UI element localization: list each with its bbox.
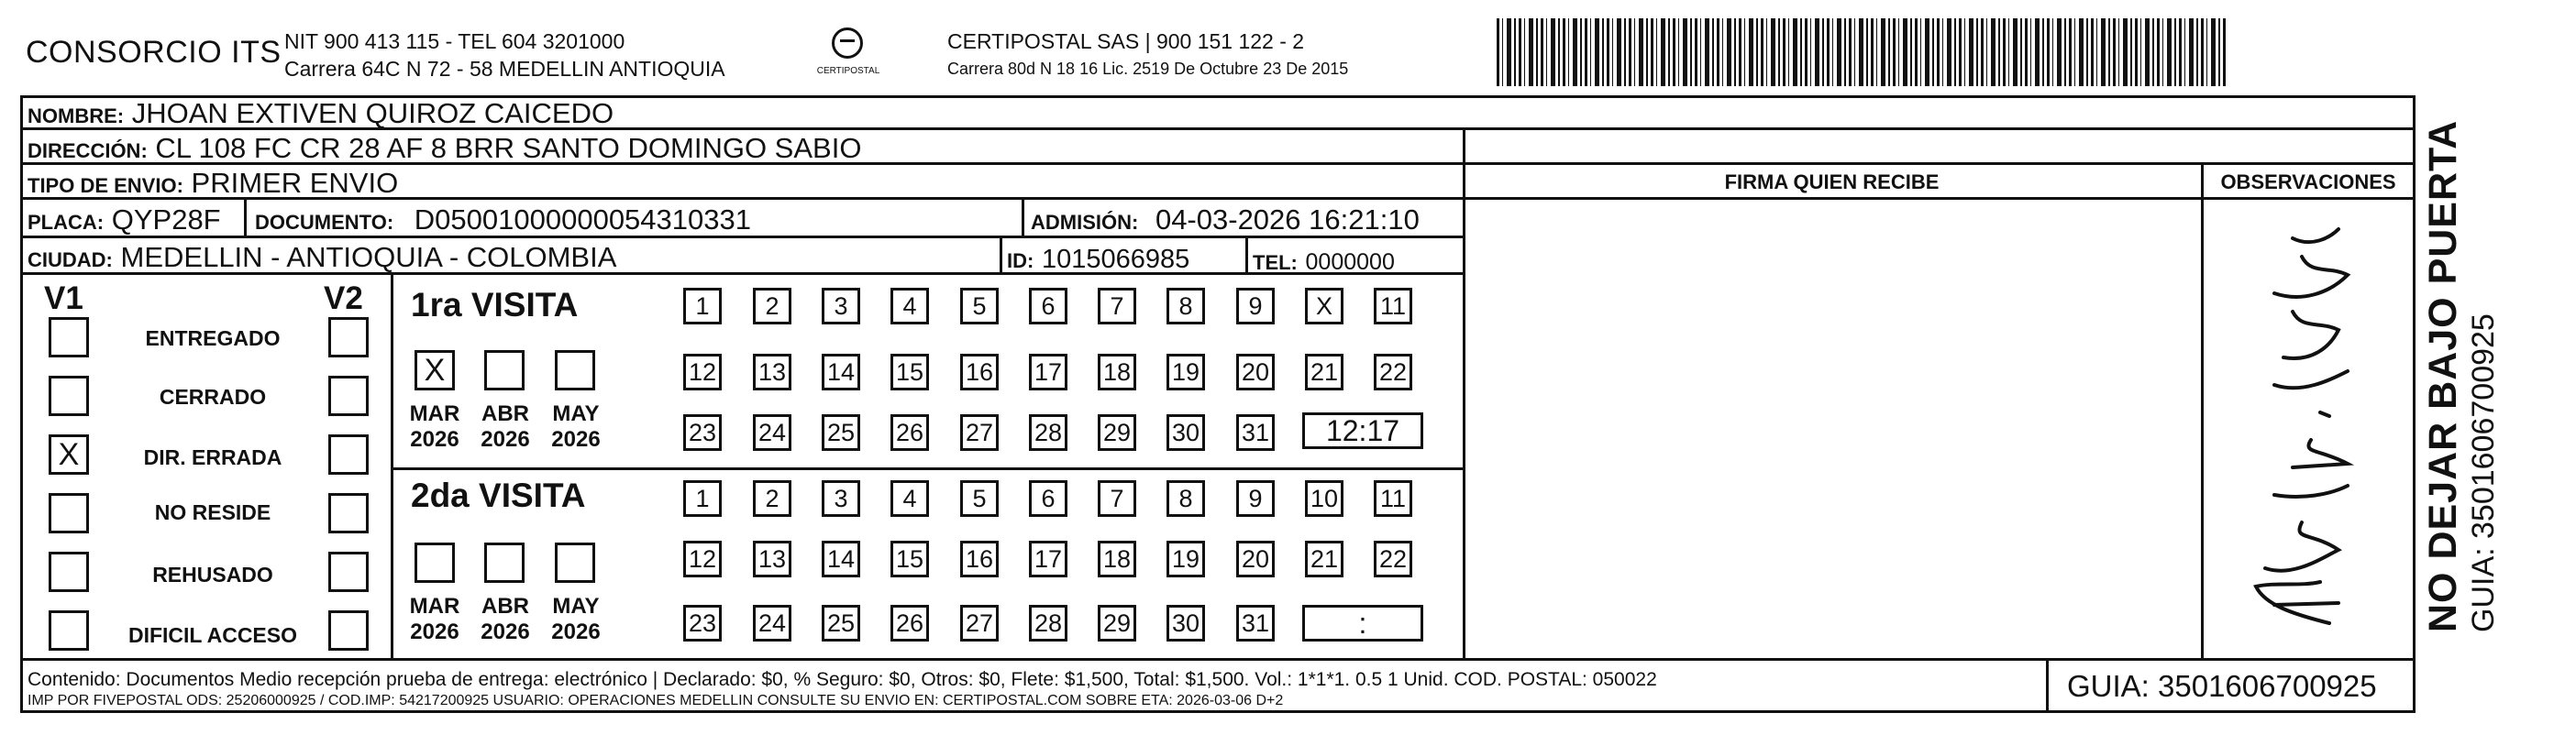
visit2-day-box[interactable]: 7 (1098, 480, 1136, 517)
visit1-day-box[interactable]: 14 (822, 354, 860, 390)
visit1-day-box[interactable]: 21 (1305, 354, 1343, 390)
nombre-label: NOMBRE: (28, 104, 125, 127)
v1-rehusado-checkbox[interactable] (49, 552, 89, 592)
visit2-day-box[interactable]: 1 (683, 480, 722, 517)
v1-entregado-checkbox[interactable] (49, 317, 89, 357)
v1-dir-errada-checkbox[interactable]: X (49, 434, 89, 475)
guia-number: GUIA: 3501606700925 (2046, 658, 2416, 713)
v1-cerrado-checkbox[interactable] (49, 376, 89, 416)
month-name: MAY (552, 594, 600, 619)
visit1-day-box[interactable]: 3 (822, 288, 860, 324)
v2-rehusado-checkbox[interactable] (328, 552, 369, 592)
visit1-day-box[interactable]: 5 (960, 288, 999, 324)
visit1-day-box[interactable]: 11 (1374, 288, 1412, 324)
visit1-day-box[interactable]: 31 (1236, 414, 1275, 451)
visit1-time[interactable]: 12:17 (1302, 412, 1423, 449)
visit1-day-box[interactable]: 9 (1236, 288, 1275, 324)
visit1-month-mar-label (404, 401, 465, 453)
visit2-day-box[interactable]: 23 (683, 605, 722, 642)
logo-emblem-icon (832, 27, 863, 59)
status-cerrado: CERRADO (159, 385, 267, 409)
footer-content-line: Contenido: Documentos Medio recepción prueba de entrega: electrónico | Declarado: $0, % Seguro: $0, Otros: $0, Flete: $1,500, Total: $1,500. Vol.: 1*1*1. 0.5 1 Unid. COD. POSTAL: 050022 (28, 669, 1657, 690)
visit1-title: 1ra VISITA (411, 286, 579, 324)
v1-header: V1 (44, 280, 83, 316)
status-no-reside: NO RESIDE (154, 500, 271, 524)
visit1-month-abr-label (475, 401, 536, 453)
ciudad-field (28, 241, 616, 274)
visit1-day-box[interactable]: 26 (890, 414, 929, 451)
visit2-day-box[interactable]: 22 (1374, 541, 1412, 577)
ciudad-row (20, 238, 1463, 275)
v2-cerrado-checkbox[interactable] (328, 376, 369, 416)
visit2-day-box[interactable]: 13 (753, 541, 791, 577)
visit1-day-box[interactable]: 2 (753, 288, 791, 324)
documento-value: D05001000000054310331 (414, 203, 751, 236)
tipo-envio-label: TIPO DE ENVIO: (28, 174, 183, 197)
status-dir-errada: DIR. ERRADA (143, 445, 282, 469)
ciudad-label: CIUDAD: (28, 248, 113, 271)
visit2-day-box[interactable]: 10 (1305, 480, 1343, 517)
visit2-day-box[interactable]: 17 (1029, 541, 1067, 577)
direccion-row (20, 130, 2416, 165)
admision-field (1031, 203, 1420, 236)
divider (1000, 238, 1002, 275)
visit1-day-box[interactable]: 27 (960, 414, 999, 451)
certipostal-logo (812, 26, 885, 81)
v2-dir-errada-checkbox[interactable] (328, 434, 369, 475)
visit2-day-box[interactable]: 9 (1236, 480, 1275, 517)
status-dificil-acceso: DIFICIL ACCESO (127, 623, 297, 647)
documento-field (255, 203, 751, 236)
visit1-day-box[interactable]: 25 (822, 414, 860, 451)
divider (244, 200, 247, 238)
visit2-day-box[interactable]: 30 (1166, 605, 1205, 642)
visit2-day-box[interactable]: 6 (1029, 480, 1067, 517)
visit1-day-box[interactable]: 1 (683, 288, 722, 324)
month-year: 2026 (481, 427, 530, 452)
month-name: MAY (552, 401, 600, 426)
v2-dificil-acceso-checkbox[interactable] (328, 610, 369, 651)
license-line: Carrera 80d N 18 16 Lic. 2519 De Octubre 23 De 2015 (947, 60, 1349, 78)
visit2-month-abr-box[interactable] (484, 543, 525, 583)
visit2-day-box[interactable]: 8 (1166, 480, 1205, 517)
visit2-day-box[interactable]: 4 (890, 480, 929, 517)
carrier-info (947, 27, 1348, 82)
visit1-day-box[interactable]: 22 (1374, 354, 1412, 390)
visit2-day-box[interactable]: 24 (753, 605, 791, 642)
visit1-day-box[interactable]: 12 (683, 354, 722, 390)
month-year: 2026 (481, 620, 530, 644)
visit2-month-may-label (546, 594, 606, 645)
visit1-month-may-label (546, 401, 606, 453)
nombre-value: JHOAN EXTIVEN QUIROZ CAICEDO (131, 97, 614, 129)
visit2-day-box[interactable]: 25 (822, 605, 860, 642)
visit2-day-box[interactable]: 29 (1098, 605, 1136, 642)
v1-no-reside-checkbox[interactable] (49, 493, 89, 533)
visit2-day-box[interactable]: 21 (1305, 541, 1343, 577)
visit-separator (391, 467, 1463, 470)
month-name: MAR (409, 401, 460, 426)
v1-dificil-acceso-checkbox[interactable] (49, 610, 89, 651)
month-name: MAR (409, 594, 460, 619)
firma-header: FIRMA QUIEN RECIBE (1463, 165, 2201, 200)
visit1-day-box[interactable]: 4 (890, 288, 929, 324)
nombre-row (20, 95, 2416, 130)
visit1-day-box[interactable]: 15 (890, 354, 929, 390)
admision-label: ADMISIÓN: (1031, 211, 1139, 234)
month-year: 2026 (551, 620, 601, 644)
tipo-envio-row (20, 165, 1463, 200)
tipo-envio-value: PRIMER ENVIO (191, 167, 399, 199)
admision-value: 04-03-2026 16:21:10 (1155, 203, 1420, 236)
visit2-month-abr-label (475, 594, 536, 645)
month-year: 2026 (410, 427, 459, 452)
visit1-day-box[interactable]: 19 (1166, 354, 1205, 390)
visit2-day-box[interactable]: 14 (822, 541, 860, 577)
visit2-day-box[interactable]: 19 (1166, 541, 1205, 577)
visit-divider (391, 275, 393, 658)
visit2-day-box[interactable]: 5 (960, 480, 999, 517)
id-field (1007, 242, 1189, 275)
visit1-day-box[interactable]: 18 (1098, 354, 1136, 390)
company-contact (284, 27, 725, 82)
visit2-day-box[interactable]: 20 (1236, 541, 1275, 577)
month-name: ABR (481, 401, 529, 426)
visit2-title: 2da VISITA (411, 477, 586, 514)
month-year: 2026 (410, 620, 459, 644)
signature-divider (1463, 130, 1465, 658)
id-label: ID: (1007, 249, 1034, 272)
visit2-day-box[interactable]: 15 (890, 541, 929, 577)
visit2-time[interactable]: : (1302, 605, 1423, 642)
visit2-day-box[interactable]: 27 (960, 605, 999, 642)
visit2-day-box[interactable]: 18 (1098, 541, 1136, 577)
placa-value: QYP28F (111, 203, 221, 236)
tel-field (1253, 244, 1395, 277)
visit1-day-box[interactable]: 23 (683, 414, 722, 451)
visit1-month-abr-box[interactable] (484, 350, 525, 390)
visit2-day-box[interactable]: 12 (683, 541, 722, 577)
visit2-month-mar-label (404, 594, 465, 645)
visit1-day-box[interactable]: 8 (1166, 288, 1205, 324)
direccion-value: CL 108 FC CR 28 AF 8 BRR SANTO DOMINGO SABIO (155, 132, 862, 164)
status-entregado: ENTREGADO (145, 326, 281, 350)
visit2-day-box[interactable]: 11 (1374, 480, 1412, 517)
status-rehusado: REHUSADO (152, 563, 273, 587)
documento-label: DOCUMENTO: (255, 211, 394, 234)
placa-field (28, 203, 221, 236)
visit2-day-box[interactable]: 26 (890, 605, 929, 642)
divider (1245, 238, 1248, 275)
visit2-day-box[interactable]: 16 (960, 541, 999, 577)
visit1-day-box[interactable]: 7 (1098, 288, 1136, 324)
placa-row (20, 200, 1463, 238)
visit1-day-box[interactable]: 17 (1029, 354, 1067, 390)
placa-label: PLACA: (28, 211, 105, 234)
handwritten-observation (2238, 220, 2375, 642)
company-name: CONSORCIO ITS (26, 35, 282, 70)
visit1-day-box[interactable]: 28 (1029, 414, 1067, 451)
tel-value: 0000000 (1305, 249, 1395, 275)
side-guia: GUIA: 3501606700925 (2466, 313, 2501, 632)
footer-print-line: IMP POR FIVEPOSTAL ODS: 25206000925 / COD.IMP: 54217200925 USUARIO: OPERACIONES MEDELLIN CONSULTE SU ENVIO EN: CERTIPOSTAL.COM SOBRE ETA: 2026-03-06 D+2 (28, 693, 1284, 708)
month-name: ABR (481, 594, 529, 619)
visit1-day-box[interactable]: 24 (753, 414, 791, 451)
v2-no-reside-checkbox[interactable] (328, 493, 369, 533)
address-line: Carrera 64C N 72 - 58 MEDELLIN ANTIOQUIA (284, 57, 725, 81)
ciudad-value: MEDELLIN - ANTIOQUIA - COLOMBIA (120, 241, 617, 273)
logo-wordmark: CERTIPOSTAL (816, 66, 880, 76)
visit1-day-box[interactable]: 16 (960, 354, 999, 390)
month-year: 2026 (551, 427, 601, 452)
visit1-day-box[interactable]: 30 (1166, 414, 1205, 451)
visit1-month-may-box[interactable] (555, 350, 595, 390)
visit2-month-mar-box[interactable] (415, 543, 455, 583)
visit2-month-may-box[interactable] (555, 543, 595, 583)
visit2-day-box[interactable]: 3 (822, 480, 860, 517)
visit1-day-box[interactable]: X (1305, 288, 1343, 324)
side-notice (2421, 120, 2502, 632)
visit1-day-box[interactable]: 20 (1236, 354, 1275, 390)
divider (1022, 200, 1024, 238)
carrier-line: CERTIPOSTAL SAS | 900 151 122 - 2 (947, 29, 1305, 53)
visit2-day-box[interactable]: 31 (1236, 605, 1275, 642)
id-value: 1015066985 (1041, 245, 1190, 274)
direccion-label: DIRECCIÓN: (28, 139, 148, 162)
barcode (1497, 18, 2227, 86)
tel-label: TEL: (1253, 251, 1298, 274)
visit2-day-box[interactable]: 2 (753, 480, 791, 517)
nit-line: NIT 900 413 115 - TEL 604 3201000 (284, 29, 625, 53)
no-dejar-bajo-puerta: NO DEJAR BAJO PUERTA (2421, 119, 2465, 632)
visit1-day-box[interactable]: 29 (1098, 414, 1136, 451)
observations-divider (2201, 165, 2204, 658)
visit2-day-box[interactable]: 28 (1029, 605, 1067, 642)
visit1-month-mar-box[interactable]: X (415, 350, 455, 390)
observaciones-header: OBSERVACIONES (2201, 165, 2416, 200)
visit1-day-box[interactable]: 13 (753, 354, 791, 390)
v2-entregado-checkbox[interactable] (328, 317, 369, 357)
visit1-day-box[interactable]: 6 (1029, 288, 1067, 324)
v2-header: V2 (324, 280, 363, 316)
